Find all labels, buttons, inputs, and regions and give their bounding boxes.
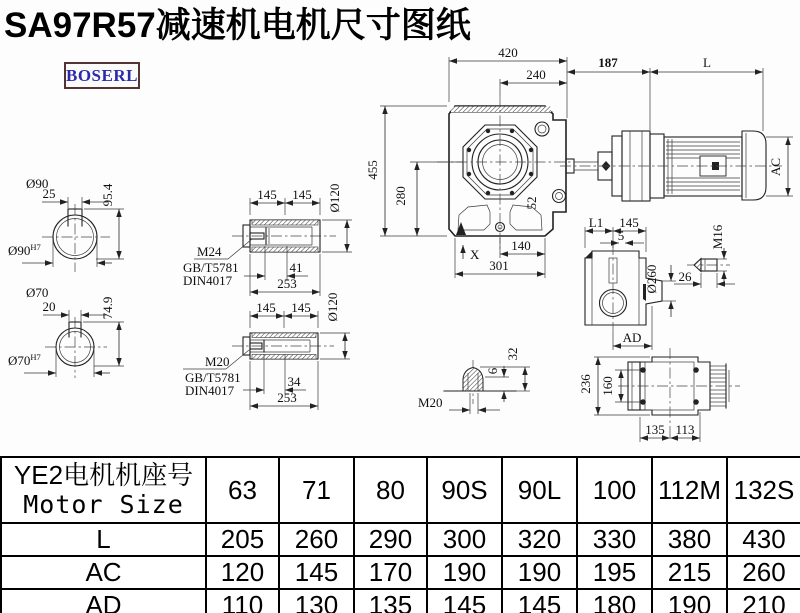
dim-plug16-len: 26 — [678, 269, 692, 284]
dim-hollow24-half2: 145 — [292, 187, 312, 202]
dim-front-base-width: 301 — [489, 258, 509, 273]
dim-shaft90-key-height: 95.4 — [100, 183, 115, 207]
col-80: 80 — [354, 457, 427, 523]
dim-shaft70-bore: $Ø70^{H7}$ — [8, 352, 41, 368]
dim-side-l1: L1 — [588, 215, 604, 230]
cell-L-90s: 300 — [427, 523, 502, 556]
label-hollow20-std2: DIN4017 — [185, 383, 235, 398]
gearbox-top-view — [578, 348, 740, 442]
cell-L-71: 260 — [279, 523, 354, 556]
cell-AC-80: 170 — [354, 556, 427, 589]
dim-front-top-width: 420 — [498, 45, 518, 60]
table-header-row — [1, 457, 800, 523]
page-title: SA97R57减速机电机尺寸图纸 — [4, 6, 471, 45]
motor-side-view — [560, 55, 793, 201]
label-hollow24-std1: GB/T5781 — [183, 260, 239, 275]
dim-shaft90-bore: $Ø90^{H7}$ — [8, 242, 41, 258]
label-oil-mark: X — [470, 247, 480, 262]
cell-L-100: 330 — [577, 523, 652, 556]
cell-AC-71: 145 — [279, 556, 354, 589]
solid-shaft-90-view — [8, 176, 124, 272]
dim-shaft70-dia: Ø70 — [26, 285, 49, 300]
dim-motor-dia: AC — [768, 157, 783, 177]
cell-AD-71: 130 — [279, 589, 354, 613]
dim-front-base-inner: 140 — [511, 238, 531, 253]
dim-plug20-h1: 6 — [485, 367, 500, 375]
cell-L-112m: 380 — [652, 523, 727, 556]
col-90l: 90L — [502, 457, 577, 523]
col-90s: 90S — [427, 457, 502, 523]
cell-AD-63: 110 — [206, 589, 279, 613]
hollow-shaft-m24-view — [183, 184, 352, 296]
cell-L-90l: 320 — [502, 523, 577, 556]
gearbox-front-view — [365, 45, 572, 278]
dim-hollow24-half1: 145 — [257, 187, 277, 202]
cell-AC-112m: 215 — [652, 556, 727, 589]
dim-shaft90-dia: Ø90 — [26, 176, 49, 191]
cell-AD-90s: 145 — [427, 589, 502, 613]
dim-adapter-length: 187 — [598, 55, 618, 70]
dim-plug20-thread: M20 — [418, 395, 443, 410]
cell-AD-100: 180 — [577, 589, 652, 613]
row-label-AD: AD — [1, 589, 206, 613]
dim-top-bolt-span: 160 — [600, 376, 615, 396]
dim-shaft90-key-len: 25 — [42, 186, 56, 201]
table-row-AC — [1, 556, 800, 589]
col-63: 63 — [206, 457, 279, 523]
cell-AC-90l: 190 — [502, 556, 577, 589]
cell-AD-132s: 210 — [727, 589, 800, 613]
col-71: 71 — [279, 457, 354, 523]
cell-AC-132s: 260 — [727, 556, 800, 589]
dim-hollow20-half2: 145 — [291, 300, 311, 315]
dim-front-inner-height: 280 — [393, 186, 408, 206]
dim-side-ad: AD — [622, 330, 642, 345]
dim-side-flange-dia: Ø260 — [644, 264, 659, 294]
cell-AD-112m: 190 — [652, 589, 727, 613]
dim-hollow24-screw-len: 41 — [289, 260, 303, 275]
header-en: Motor Size — [23, 489, 184, 519]
dim-top-height: 236 — [578, 374, 593, 394]
label-hollow24-thread: M24 — [197, 244, 222, 259]
brand-logo: BOSERL — [64, 62, 140, 89]
cell-L-80: 290 — [354, 523, 427, 556]
dim-plug16-thread: M16 — [710, 224, 725, 250]
dim-hollow20-half1: 145 — [256, 300, 276, 315]
row-label-AC: AC — [1, 556, 206, 589]
gearbox-side-view — [585, 215, 676, 350]
label-hollow24-std2: DIN4017 — [183, 273, 233, 288]
plug-m16-view — [674, 224, 735, 288]
plug-m20-view — [418, 348, 530, 415]
solid-shaft-70-view — [8, 285, 124, 378]
dim-hollow20-dia: Ø120 — [325, 292, 340, 322]
dim-front-inner-width: 240 — [526, 67, 546, 82]
label-hollow20-std1: GB/T5781 — [185, 370, 241, 385]
motor-size-table — [0, 456, 800, 613]
dim-hollow20-screw-len: 34 — [287, 374, 301, 389]
dim-front-height: 455 — [365, 160, 380, 180]
row-label-L: L — [1, 523, 206, 556]
dim-side-width: 145 — [619, 215, 639, 230]
dim-hollow20-total: 253 — [277, 390, 297, 405]
col-112m: 112M — [652, 457, 727, 523]
cell-L-132s: 430 — [727, 523, 800, 556]
dim-plug20-h2: 32 — [505, 347, 520, 361]
hollow-shaft-m20-view — [183, 293, 350, 410]
dim-motor-length: L — [703, 55, 711, 70]
dim-front-bolt-offset: 52 — [524, 196, 539, 210]
cell-AD-90l: 145 — [502, 589, 577, 613]
dim-shaft70-key-len: 20 — [42, 299, 56, 314]
table-row-L — [1, 523, 800, 556]
col-132s: 132S — [727, 457, 800, 523]
table-row-AD — [1, 589, 800, 613]
header-motor-size — [1, 457, 206, 523]
cell-AD-80: 135 — [354, 589, 427, 613]
cell-AC-90s: 190 — [427, 556, 502, 589]
dim-shaft70-key-height: 74.9 — [100, 296, 115, 320]
dim-hollow24-dia: Ø120 — [327, 183, 342, 213]
header-cn: YE2电机机座号 — [13, 459, 194, 490]
cell-L-63: 205 — [206, 523, 279, 556]
dim-hollow24-total: 253 — [277, 276, 297, 291]
cell-AC-100: 195 — [577, 556, 652, 589]
dim-top-w1: 135 — [645, 422, 665, 437]
dim-top-w2: 113 — [675, 422, 695, 437]
col-100: 100 — [577, 457, 652, 523]
dim-side-plate: 5 — [617, 228, 625, 243]
label-hollow20-thread: M20 — [205, 354, 230, 369]
cell-AC-63: 120 — [206, 556, 279, 589]
